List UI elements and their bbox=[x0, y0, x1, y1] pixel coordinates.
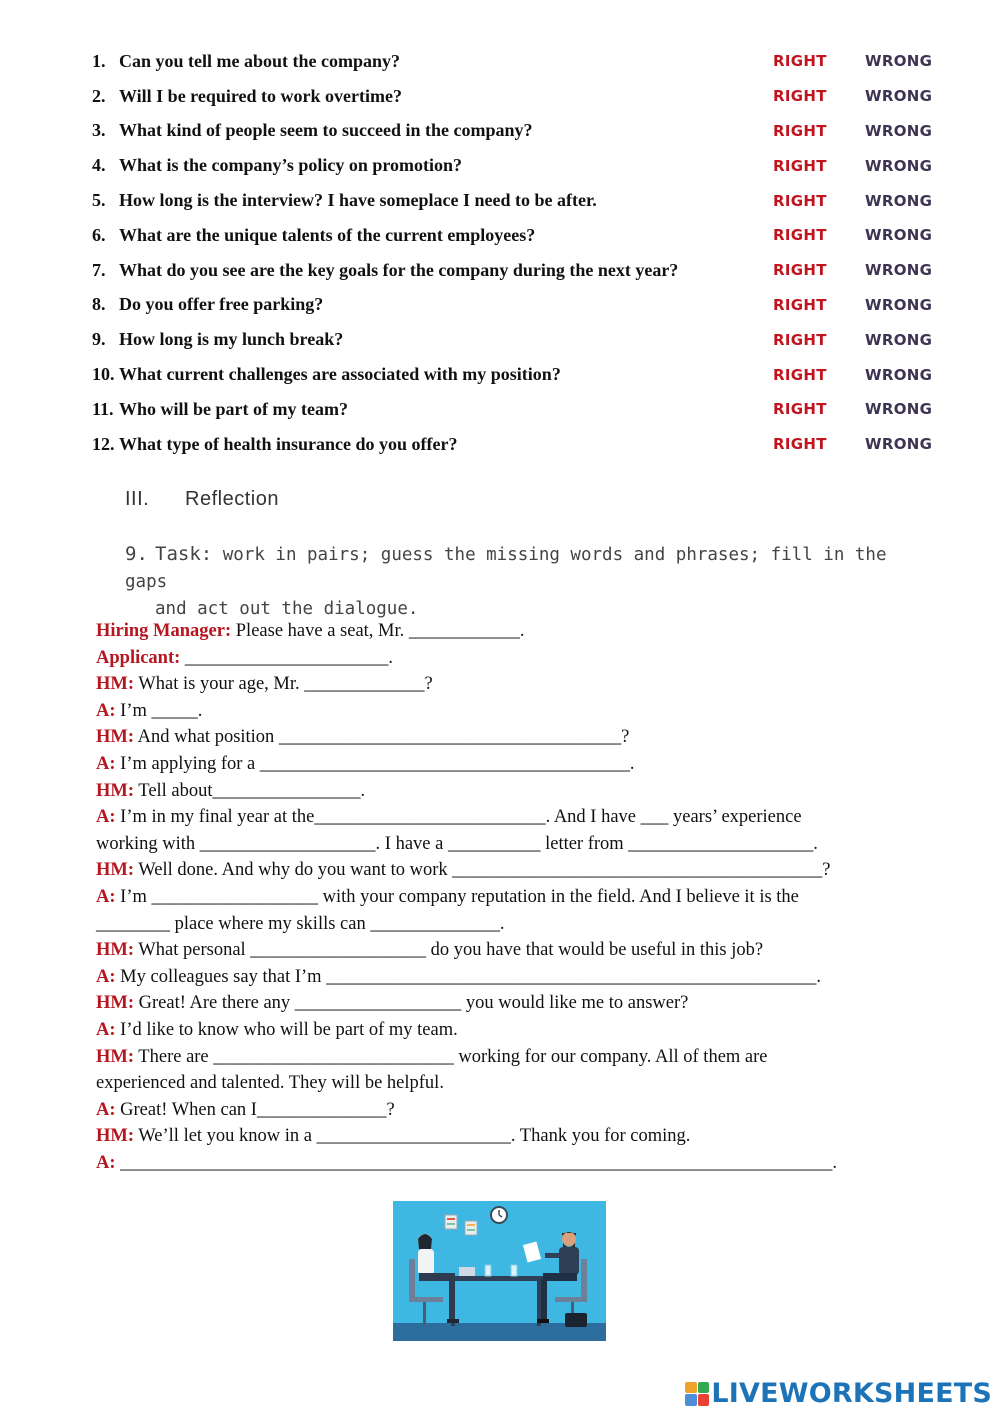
dialogue-line bbox=[96, 831, 906, 858]
question-text: How long is the interview? I have someplace I need to be after. bbox=[119, 190, 597, 211]
wrong-option[interactable]: WRONG bbox=[865, 87, 933, 106]
question-number: 6. bbox=[92, 224, 106, 245]
dialogue-text[interactable]: I’m _____. bbox=[115, 700, 203, 721]
question-number: 8. bbox=[92, 294, 106, 315]
dialogue-line bbox=[96, 937, 906, 964]
task-label: Task: bbox=[155, 543, 213, 565]
dialogue-line bbox=[96, 724, 906, 751]
question-row bbox=[92, 114, 952, 149]
wrong-option[interactable]: WRONG bbox=[865, 365, 933, 384]
dialogue-line bbox=[96, 751, 906, 778]
dialogue-text[interactable]: Great! Are there any __________________ you would like me to answer? bbox=[134, 993, 689, 1014]
dialogue-line bbox=[96, 804, 906, 831]
question-row bbox=[92, 253, 952, 288]
question-number: 4. bbox=[92, 155, 106, 176]
question-text: Who will be part of my team? bbox=[119, 398, 348, 419]
dialogue-text[interactable]: There are __________________________ working for our company. All of them are bbox=[134, 1046, 768, 1067]
dialogue-line bbox=[96, 1070, 906, 1097]
speaker-label: HM: bbox=[96, 860, 135, 881]
question-number: 1. bbox=[92, 50, 106, 71]
right-option[interactable]: RIGHT bbox=[773, 330, 827, 349]
wrong-option[interactable]: WRONG bbox=[865, 330, 933, 349]
question-row bbox=[92, 44, 952, 79]
right-option[interactable]: RIGHT bbox=[773, 435, 827, 454]
task-line bbox=[125, 541, 915, 596]
speaker-label: A: bbox=[96, 1152, 116, 1173]
question-text: Can you tell me about the company? bbox=[119, 50, 401, 71]
dialogue-text[interactable]: And what position _____________________________________? bbox=[134, 727, 630, 748]
question-row bbox=[92, 148, 952, 183]
right-option[interactable]: RIGHT bbox=[773, 400, 827, 419]
wrong-option[interactable]: WRONG bbox=[865, 435, 933, 454]
speaker-label: HM: bbox=[96, 780, 135, 801]
dialogue-text[interactable]: Tell about________________. bbox=[134, 780, 366, 801]
speaker-label: A: bbox=[96, 700, 116, 721]
dialogue-text[interactable]: Well done. And why do you want to work ________________________________________? bbox=[134, 860, 831, 881]
speaker-label: HM: bbox=[96, 1126, 135, 1147]
speaker-label: A: bbox=[96, 886, 116, 907]
dialogue-text[interactable]: I’m __________________ with your company reputation in the field. And I believe it is the bbox=[115, 886, 799, 907]
dialogue-line bbox=[96, 884, 906, 911]
dialogue-line bbox=[96, 618, 906, 645]
dialogue-text[interactable]: What personal ___________________ do you have that would be useful in this job? bbox=[134, 940, 764, 961]
question-text: What are the unique talents of the current employees? bbox=[119, 224, 536, 245]
dialogue-line bbox=[96, 1123, 906, 1150]
right-option[interactable]: RIGHT bbox=[773, 52, 827, 71]
question-text: What is the company’s policy on promotion? bbox=[119, 155, 463, 176]
question-text: Will I be required to work overtime? bbox=[119, 85, 402, 106]
logo-tile bbox=[685, 1394, 697, 1406]
speaker-label: A: bbox=[96, 966, 116, 987]
question-text: How long is my lunch break? bbox=[119, 329, 344, 350]
wrong-option[interactable]: WRONG bbox=[865, 400, 933, 419]
question-number: 2. bbox=[92, 85, 106, 106]
wrong-option[interactable]: WRONG bbox=[865, 261, 933, 280]
logo-tile bbox=[698, 1394, 710, 1406]
questions-list bbox=[92, 44, 952, 462]
wrong-option[interactable]: WRONG bbox=[865, 52, 933, 71]
dialogue-line bbox=[96, 1150, 906, 1177]
speaker-label: A: bbox=[96, 753, 116, 774]
question-text: What kind of people seem to succeed in the company? bbox=[119, 120, 533, 141]
dialogue bbox=[96, 618, 906, 1176]
speaker-label: HM: bbox=[96, 1046, 135, 1067]
speaker-label: Hiring Manager: bbox=[96, 621, 232, 641]
dialogue-line bbox=[96, 698, 906, 725]
task-number: 9. bbox=[125, 543, 148, 565]
dialogue-line bbox=[96, 645, 906, 672]
question-row bbox=[92, 357, 952, 392]
speaker-label: A: bbox=[96, 807, 116, 828]
question-text: What current challenges are associated with my position? bbox=[119, 364, 561, 385]
task-instructions bbox=[125, 541, 915, 623]
dialogue-line bbox=[96, 1017, 906, 1044]
right-option[interactable]: RIGHT bbox=[773, 261, 827, 280]
question-row bbox=[92, 218, 952, 253]
speaker-label: Applicant: bbox=[96, 647, 181, 668]
dialogue-line bbox=[96, 911, 906, 938]
interview-illustration bbox=[393, 1201, 606, 1341]
speaker-label: HM: bbox=[96, 940, 135, 961]
task-text-continued: and act out the dialogue. bbox=[155, 599, 419, 619]
logo-tile bbox=[685, 1382, 697, 1394]
speaker-label: HM: bbox=[96, 993, 135, 1014]
right-option[interactable]: RIGHT bbox=[773, 226, 827, 245]
dialogue-line bbox=[96, 857, 906, 884]
dialogue-text[interactable]: What is your age, Mr. _____________? bbox=[134, 674, 433, 695]
dialogue-text: I’d like to know who will be part of my team. bbox=[115, 1019, 458, 1040]
question-number: 9. bbox=[92, 329, 106, 350]
dialogue-text[interactable]: _____________________________________________________________________________. bbox=[115, 1152, 838, 1173]
question-number: 10. bbox=[92, 364, 115, 385]
question-row bbox=[92, 288, 952, 323]
question-row bbox=[92, 79, 952, 114]
question-number: 7. bbox=[92, 259, 106, 280]
question-text: What do you see are the key goals for the company during the next year? bbox=[119, 259, 679, 280]
logo-text: LIVEWORKSHEETS bbox=[711, 1378, 992, 1409]
wrong-option[interactable]: WRONG bbox=[865, 226, 933, 245]
question-text: What type of health insurance do you offer? bbox=[119, 433, 458, 454]
dialogue-line bbox=[96, 990, 906, 1017]
right-option[interactable]: RIGHT bbox=[773, 365, 827, 384]
section-number: III. bbox=[125, 488, 150, 510]
right-option[interactable]: RIGHT bbox=[773, 121, 827, 140]
dialogue-text[interactable]: working with ___________________. I have a __________ letter from ____________________. bbox=[96, 833, 818, 854]
question-number: 3. bbox=[92, 120, 106, 141]
wrong-option[interactable]: WRONG bbox=[865, 121, 933, 140]
dialogue-line bbox=[96, 671, 906, 698]
right-option[interactable]: RIGHT bbox=[773, 87, 827, 106]
wrong-option[interactable]: WRONG bbox=[865, 191, 933, 210]
question-row bbox=[92, 427, 952, 462]
speaker-label: HM: bbox=[96, 727, 135, 748]
dialogue-text[interactable]: ________ place where my skills can ______________. bbox=[96, 913, 505, 934]
dialogue-line bbox=[96, 1097, 906, 1124]
logo-tile bbox=[698, 1382, 710, 1394]
dialogue-line bbox=[96, 964, 906, 991]
wrong-option[interactable]: WRONG bbox=[865, 156, 933, 175]
dialogue-line bbox=[96, 1044, 906, 1071]
question-number: 12. bbox=[92, 433, 115, 454]
dialogue-text[interactable]: ______________________. bbox=[180, 647, 394, 668]
question-row bbox=[92, 322, 952, 357]
dialogue-text[interactable]: I’m applying for a ________________________________________. bbox=[115, 753, 635, 774]
dialogue-text[interactable]: Great! When can I______________? bbox=[115, 1099, 395, 1120]
liveworksheets-logo bbox=[685, 1378, 992, 1409]
question-row bbox=[92, 392, 952, 427]
dialogue-text[interactable]: I’m in my final year at the_________________________. And I have ___ years’ experience bbox=[115, 807, 802, 828]
dialogue-text[interactable]: Please have a seat, Mr. ____________. bbox=[231, 621, 525, 641]
section-title: Reflection bbox=[185, 488, 279, 510]
dialogue-line bbox=[96, 778, 906, 805]
dialogue-text[interactable]: My colleagues say that I’m _____________________________________________________. bbox=[115, 966, 822, 987]
speaker-label: A: bbox=[96, 1099, 116, 1120]
question-number: 11. bbox=[92, 398, 114, 419]
speaker-label: A: bbox=[96, 1019, 116, 1040]
right-option[interactable]: RIGHT bbox=[773, 295, 827, 314]
right-option[interactable]: RIGHT bbox=[773, 156, 827, 175]
question-row bbox=[92, 183, 952, 218]
speaker-label: HM: bbox=[96, 674, 135, 695]
question-text: Do you offer free parking? bbox=[119, 294, 324, 315]
wrong-option[interactable]: WRONG bbox=[865, 295, 933, 314]
logo-icon bbox=[685, 1382, 709, 1406]
task-text: work in pairs; guess the missing words and phrases; fill in the gaps bbox=[125, 545, 887, 592]
question-number: 5. bbox=[92, 190, 106, 211]
dialogue-text[interactable]: We’ll let you know in a _____________________. Thank you for coming. bbox=[134, 1126, 691, 1147]
dialogue-text: experienced and talented. They will be helpful. bbox=[96, 1073, 444, 1094]
section-heading bbox=[125, 488, 279, 511]
right-option[interactable]: RIGHT bbox=[773, 191, 827, 210]
